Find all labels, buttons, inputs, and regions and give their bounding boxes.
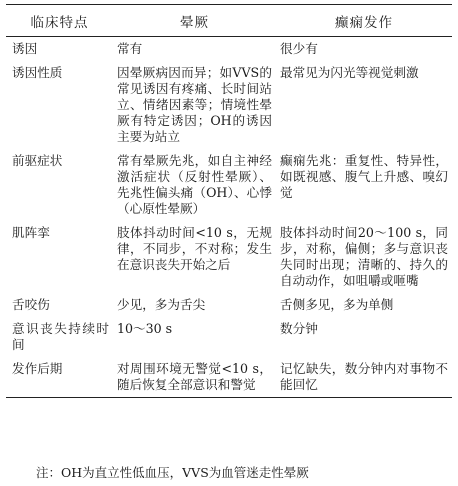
table-row bbox=[6, 61, 452, 149]
header-row bbox=[6, 5, 452, 37]
row-label: 诱因 bbox=[12, 41, 38, 56]
table-row bbox=[6, 357, 452, 398]
header-clinical-feature: 临床特点 bbox=[6, 5, 113, 37]
seizure-cell: 很少有 bbox=[280, 41, 318, 56]
seizure-cell: 数分钟 bbox=[280, 321, 318, 336]
table-row bbox=[6, 37, 452, 62]
row-label: 诱因性质 bbox=[12, 65, 63, 80]
seizure-cell: 舌侧多见，多为单侧 bbox=[280, 297, 394, 312]
comparison-table-container bbox=[6, 4, 452, 398]
header-seizure: 癫痫发作 bbox=[276, 5, 452, 37]
syncope-cell: 肢体抖动时间<10 s，无规律，不同步，不对称；发生在意识丧失开始之后 bbox=[117, 225, 272, 272]
table-row bbox=[6, 317, 452, 357]
syncope-cell: 常有 bbox=[117, 41, 143, 56]
table-header bbox=[6, 5, 452, 37]
seizure-cell: 肢体抖动时间20～100 s，同步，对称，偏侧；多与意识丧失同时出现；清晰的、持久的自动动作，如咀嚼或咂嘴 bbox=[280, 225, 448, 288]
row-label: 意识丧失持续时间 bbox=[12, 321, 109, 352]
syncope-cell: 少见，多为舌尖 bbox=[117, 297, 206, 312]
seizure-cell: 记忆缺失，数分钟内对事物不能回忆 bbox=[276, 357, 452, 398]
table-row bbox=[6, 293, 452, 317]
table-footnote: 注：OH为直立性低血压，VVS为血管迷走性晕厥 bbox=[36, 465, 309, 480]
table-row bbox=[6, 149, 452, 221]
row-label: 前驱症状 bbox=[12, 153, 63, 168]
syncope-cell: 对周围环境无警觉<10 s，随后恢复全部意识和警觉 bbox=[113, 357, 276, 398]
header-syncope: 晕厥 bbox=[113, 5, 276, 37]
table-row bbox=[6, 221, 452, 293]
row-label: 舌咬伤 bbox=[12, 297, 50, 312]
row-label: 肌阵挛 bbox=[12, 225, 50, 240]
seizure-cell: 癫痫先兆：重复性、特异性，如既视感、腹气上升感、嗅幻觉 bbox=[280, 153, 448, 200]
syncope-cell: 常有晕厥先兆，如自主神经激活症状（反射性晕厥）、先兆性偏头痛（OH）、心悸（心原性晕厥） bbox=[117, 153, 272, 216]
syncope-cell: 10～30 s bbox=[117, 321, 173, 336]
table-body bbox=[6, 37, 452, 398]
seizure-cell: 最常见为闪光等视觉刺激 bbox=[280, 65, 419, 80]
syncope-cell: 因晕厥病因而异；如VVS的常见诱因有疼痛、长时间站立、情绪因素等；情境性晕厥有特定诱因；OH的诱因主要为站立 bbox=[117, 65, 272, 144]
comparison-table bbox=[6, 4, 452, 398]
row-label: 发作后期 bbox=[6, 357, 113, 398]
